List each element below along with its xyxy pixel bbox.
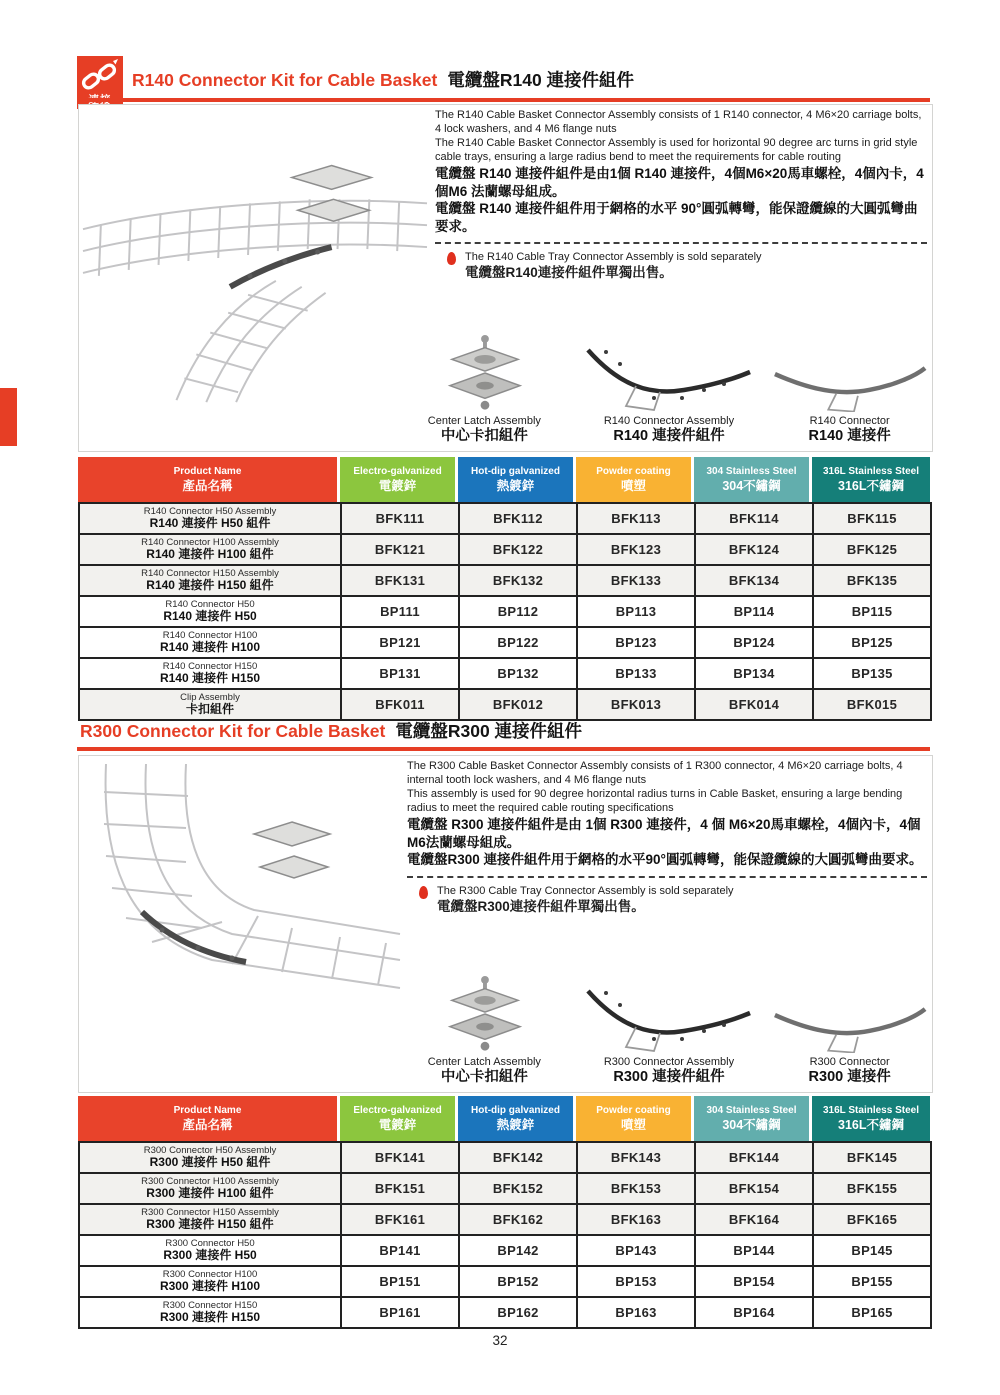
column-header — [576, 457, 694, 502]
product-code-cell: BP123 — [577, 627, 695, 658]
table-row — [79, 1142, 931, 1173]
product-name-cell — [79, 1204, 341, 1235]
figure-caption-en: Center Latch Assembly — [427, 415, 541, 427]
column-header-en: 316L Stainless Steel — [823, 466, 919, 477]
product-name-cell — [79, 1297, 341, 1328]
section-title-r300 — [80, 718, 582, 743]
note-en: The R300 Cable Tray Connector Assembly is sold separately — [437, 884, 734, 897]
section-title-r140 — [132, 67, 634, 92]
section-title-cn: 電纜盤R140 連接件組件 — [447, 70, 635, 90]
column-header — [340, 457, 458, 502]
figure-connector-assembly — [576, 981, 763, 1086]
table-row — [79, 1204, 931, 1235]
figure-caption-cn: 中心卡扣組件 — [440, 1069, 528, 1085]
red-bullet-icon — [419, 886, 428, 899]
product-code-cell: BP141 — [341, 1235, 459, 1266]
product-name-en: R140 Connector H50 — [165, 598, 255, 610]
chain-link-icon — [80, 59, 120, 95]
page-edge-tab — [0, 388, 17, 446]
connector-figure — [771, 346, 929, 412]
product-name-cn: R140 連接件 H150 組件 — [146, 578, 274, 592]
column-header-cn: 噴塑 — [620, 1118, 646, 1132]
product-code-cell: BFK113 — [577, 503, 695, 534]
product-name-cell — [79, 1266, 341, 1297]
product-code-cell: BP161 — [341, 1297, 459, 1328]
dashed-divider — [435, 242, 927, 244]
product-name-cn: R300 連接件 H50 — [163, 1248, 257, 1262]
product-code-cell: BFK144 — [695, 1142, 813, 1173]
product-code-cell: BFK121 — [341, 534, 459, 565]
column-header — [812, 457, 930, 502]
figure-caption-en: R300 Connector Assembly — [603, 1056, 735, 1068]
product-code-cell: BP162 — [459, 1297, 577, 1328]
table-row — [79, 1235, 931, 1266]
table-row — [79, 689, 931, 720]
column-header — [78, 457, 340, 502]
figure-caption-en: Center Latch Assembly — [427, 1056, 541, 1068]
title-rule — [77, 98, 930, 102]
product-name-en: R300 Connector H100 — [162, 1268, 258, 1280]
product-name-en: Clip Assembly — [180, 691, 240, 703]
r140-product-table — [78, 457, 930, 721]
product-name-cell — [79, 1142, 341, 1173]
table-header-row — [78, 1096, 930, 1141]
column-header — [78, 1096, 340, 1141]
column-header — [458, 457, 576, 502]
product-code-cell: BFK124 — [695, 534, 813, 565]
table-row — [79, 565, 931, 596]
r140-figures — [401, 333, 929, 445]
product-name-cell — [79, 689, 341, 720]
connector-assembly-figure — [583, 340, 755, 412]
desc-cn-paragraph: 電纜盤 R140 連接件組件是由1個 R140 連接件，4個M6×20馬車螺栓，4個內卡，4個M6 法蘭螺母組成。 — [435, 166, 924, 199]
table-header-row — [78, 457, 930, 502]
product-name-cn: R300 連接件 H150 — [159, 1310, 261, 1324]
center-latch-figure — [438, 334, 530, 412]
figure-caption-en: R300 Connector — [809, 1056, 890, 1068]
column-header — [694, 457, 812, 502]
product-code-cell: BFK162 — [459, 1204, 577, 1235]
column-header-en: Powder coating — [596, 466, 671, 477]
product-code-cell: BFK112 — [459, 503, 577, 534]
product-code-cell: BP115 — [813, 596, 931, 627]
product-code-cell: BFK123 — [577, 534, 695, 565]
sold-separately-note — [407, 884, 927, 915]
section-title-en: R300 Connector Kit for Cable Basket — [80, 721, 386, 741]
connector-assembly-figure — [583, 981, 755, 1053]
product-name-cn: R140 連接件 H150 — [159, 671, 261, 685]
product-code-cell: BP145 — [813, 1235, 931, 1266]
column-header-en: 316L Stainless Steel — [823, 1105, 919, 1116]
column-header-en: Electro-galvanized — [353, 1105, 442, 1116]
product-code-cell: BFK122 — [459, 534, 577, 565]
product-code-cell: BP152 — [459, 1266, 577, 1297]
product-name-en: R140 Connector H50 Assembly — [143, 505, 277, 517]
column-header-en: Product Name — [173, 1105, 242, 1116]
column-header-en: Hot-dip galvanized — [471, 466, 560, 477]
product-name-cell — [79, 503, 341, 534]
note-en: The R140 Cable Tray Connector Assembly is sold separately — [465, 251, 762, 263]
r300-content-box — [78, 755, 933, 1093]
product-code-cell: BFK131 — [341, 565, 459, 596]
r300-tray-bend-drawing — [81, 762, 403, 1046]
sold-separately-note — [435, 250, 927, 281]
product-code-cell: BFK143 — [577, 1142, 695, 1173]
r300-product-table — [78, 1096, 930, 1329]
product-code-cell: BP163 — [577, 1297, 695, 1328]
product-name-cell — [79, 596, 341, 627]
product-code-cell: BP153 — [577, 1266, 695, 1297]
product-code-cell: BP111 — [341, 596, 459, 627]
product-name-en: R300 Connector H150 Assembly — [141, 1206, 279, 1218]
product-name-en: R140 Connector H100 — [162, 629, 258, 641]
column-header — [576, 1096, 694, 1141]
product-name-cell — [79, 1173, 341, 1204]
column-header — [812, 1096, 930, 1141]
r140-description — [435, 109, 927, 281]
desc-en-paragraph: The R140 Cable Basket Connector Assembly consists of 1 R140 connector, 4 M6×20 carriage bolts, 4 lock washers, and 4 M6 flange nuts — [435, 109, 922, 135]
product-code-cell: BFK142 — [459, 1142, 577, 1173]
table-row — [79, 627, 931, 658]
desc-cn-paragraph: 電纜盤 R300 連接件組件是由 1個 R300 連接件，4 個 M6×20馬車螺栓，4個內卡，4個M6法蘭螺母組成。 — [407, 817, 921, 850]
product-code-cell: BFK014 — [695, 689, 813, 720]
figure-caption-cn: 中心卡扣組件 — [440, 428, 528, 444]
product-name-en: R300 Connector H50 Assembly — [143, 1144, 277, 1156]
desc-cn-paragraph: 電纜盤R300 連接件組件用于網格的水平90°圓弧轉彎，能保證纜線的大圓弧彎曲要求。 — [407, 852, 923, 867]
product-name-cn: R300 連接件 H100 — [159, 1279, 261, 1293]
dashed-divider — [407, 876, 927, 878]
product-name-cn: R300 連接件 H50 組件 — [149, 1155, 271, 1169]
table-row — [79, 1297, 931, 1328]
column-header-en: 304 Stainless Steel — [706, 466, 797, 477]
column-header-en: Powder coating — [596, 1105, 671, 1116]
desc-en-paragraph: This assembly is used for 90 degree horizontal radius turns in Cable Basket, ensuring a large bending radius to meet the required cable routing specifications — [407, 788, 903, 814]
product-code-cell: BFK152 — [459, 1173, 577, 1204]
table-row — [79, 1266, 931, 1297]
product-name-cn: R140 連接件 H100 — [159, 640, 261, 654]
product-code-cell: BP134 — [695, 658, 813, 689]
product-code-cell: BP122 — [459, 627, 577, 658]
red-bullet-icon — [447, 252, 456, 265]
table-body — [78, 502, 932, 721]
r300-figures — [401, 974, 929, 1086]
product-code-cell: BFK155 — [813, 1173, 931, 1204]
product-name-cn: R300 連接件 H100 組件 — [146, 1186, 274, 1200]
center-latch-figure — [438, 975, 530, 1053]
r140-tray-tee-drawing — [81, 111, 429, 403]
column-header — [458, 1096, 576, 1141]
table-row — [79, 534, 931, 565]
product-name-cn: R140 連接件 H50 組件 — [149, 516, 271, 530]
product-code-cell: BFK012 — [459, 689, 577, 720]
product-name-cell — [79, 534, 341, 565]
product-code-cell: BFK114 — [695, 503, 813, 534]
note-cn: 電纜盤R140連接件組件單獨出售。 — [465, 265, 673, 280]
column-header-cn: 304不鏽鋼 — [722, 479, 781, 493]
product-code-cell: BFK134 — [695, 565, 813, 596]
figure-caption-cn: R300 連接件 — [808, 1069, 891, 1085]
column-header-cn: 產品名稱 — [182, 479, 233, 493]
product-code-cell: BFK153 — [577, 1173, 695, 1204]
product-code-cell: BP125 — [813, 627, 931, 658]
product-code-cell: BFK145 — [813, 1142, 931, 1173]
product-name-en: R300 Connector H50 — [165, 1237, 255, 1249]
product-code-cell: BFK165 — [813, 1204, 931, 1235]
desc-en-paragraph: The R300 Cable Basket Connector Assembly consists of 1 R300 connector, 4 M6×20 carriage bolts, 4 internal tooth lock washers, and 4 M6 flange nuts — [407, 760, 903, 786]
r300-description — [407, 760, 927, 915]
product-code-cell: BP133 — [577, 658, 695, 689]
product-name-en: R300 Connector H100 Assembly — [141, 1175, 279, 1187]
product-code-cell: BP142 — [459, 1235, 577, 1266]
product-code-cell: BP114 — [695, 596, 813, 627]
column-header-cn: 316L不鏽鋼 — [838, 479, 904, 493]
figure-center-latch — [401, 975, 568, 1086]
column-header-cn: 噴塑 — [620, 479, 646, 493]
product-code-cell: BP155 — [813, 1266, 931, 1297]
product-name-en: R140 Connector H100 Assembly — [141, 536, 279, 548]
product-code-cell: BP135 — [813, 658, 931, 689]
figure-center-latch — [401, 334, 568, 445]
product-code-cell: BFK141 — [341, 1142, 459, 1173]
figure-caption-cn: R140 連接件組件 — [613, 428, 725, 444]
column-header-cn: 電鍍鋅 — [378, 1118, 417, 1132]
column-header-cn: 熱鍍鋅 — [496, 479, 535, 493]
figure-caption-en: R140 Connector — [809, 415, 890, 427]
column-header-en: 304 Stainless Steel — [706, 1105, 797, 1116]
product-name-cell — [79, 565, 341, 596]
column-header-en: Hot-dip galvanized — [471, 1105, 560, 1116]
product-code-cell: BFK133 — [577, 565, 695, 596]
product-code-cell: BFK135 — [813, 565, 931, 596]
product-code-cell: BP164 — [695, 1297, 813, 1328]
column-header-en: Electro-galvanized — [353, 466, 442, 477]
product-code-cell: BFK151 — [341, 1173, 459, 1204]
column-header-cn: 304不鏽鋼 — [722, 1118, 781, 1132]
section-title-en: R140 Connector Kit for Cable Basket — [132, 70, 438, 90]
figure-connector-assembly — [576, 340, 763, 445]
table-row — [79, 1173, 931, 1204]
table-row — [79, 596, 931, 627]
product-name-cell — [79, 658, 341, 689]
product-code-cell: BFK125 — [813, 534, 931, 565]
title-rule — [77, 747, 930, 751]
column-header-cn: 熱鍍鋅 — [496, 1118, 535, 1132]
note-cn: 電纜盤R300連接件組件單獨出售。 — [437, 898, 645, 914]
figure-caption-cn: R300 連接件組件 — [613, 1069, 725, 1085]
product-code-cell: BP131 — [341, 658, 459, 689]
figure-caption-cn: R140 連接件 — [808, 428, 891, 444]
product-code-cell: BFK132 — [459, 565, 577, 596]
desc-en-paragraph: The R140 Cable Basket Connector Assembly is used for horizontal 90 degree arc turns in grid style cable trays, ensuring a large radius bend to meet the requirements for cable routing — [435, 137, 918, 163]
product-code-cell: BFK163 — [577, 1204, 695, 1235]
connector-figure — [771, 987, 929, 1053]
section-title-cn: 電纜盤R300 連接件組件 — [395, 721, 583, 741]
table-row — [79, 658, 931, 689]
product-name-en: R300 Connector H150 — [162, 1299, 258, 1311]
page-number: 32 — [492, 1333, 508, 1348]
product-code-cell: BP154 — [695, 1266, 813, 1297]
table-body — [78, 1141, 932, 1329]
product-name-cn: 卡扣組件 — [185, 702, 234, 716]
r140-content-box — [78, 104, 933, 452]
product-code-cell: BFK154 — [695, 1173, 813, 1204]
product-code-cell: BFK013 — [577, 689, 695, 720]
product-name-cn: R300 連接件 H150 組件 — [146, 1217, 274, 1231]
desc-cn-paragraph: 電纜盤 R140 連接件組件用于網格的水平 90°圓弧轉彎，能保證纜線的大圓弧彎曲要求。 — [435, 201, 918, 234]
product-code-cell: BFK015 — [813, 689, 931, 720]
product-code-cell: BFK115 — [813, 503, 931, 534]
product-code-cell: BP121 — [341, 627, 459, 658]
column-header — [694, 1096, 812, 1141]
product-code-cell: BP165 — [813, 1297, 931, 1328]
product-name-en: R140 Connector H150 Assembly — [141, 567, 279, 579]
column-header-en: Product Name — [173, 466, 242, 477]
product-name-cn: R140 連接件 H100 組件 — [146, 547, 274, 561]
figure-connector — [770, 346, 929, 445]
product-code-cell: BP151 — [341, 1266, 459, 1297]
product-code-cell: BFK164 — [695, 1204, 813, 1235]
column-header — [340, 1096, 458, 1141]
table-row — [79, 503, 931, 534]
product-code-cell: BP143 — [577, 1235, 695, 1266]
product-code-cell: BP144 — [695, 1235, 813, 1266]
product-code-cell: BFK011 — [341, 689, 459, 720]
product-name-cell — [79, 1235, 341, 1266]
product-code-cell: BFK161 — [341, 1204, 459, 1235]
product-name-cell — [79, 627, 341, 658]
product-name-cn: R140 連接件 H50 — [163, 609, 257, 623]
figure-caption-en: R140 Connector Assembly — [603, 415, 735, 427]
column-header-cn: 316L不鏽鋼 — [838, 1118, 904, 1132]
product-code-cell: BP113 — [577, 596, 695, 627]
product-code-cell: BP124 — [695, 627, 813, 658]
product-code-cell: BFK111 — [341, 503, 459, 534]
product-name-en: R140 Connector H150 — [162, 660, 258, 672]
column-header-cn: 電鍍鋅 — [378, 479, 417, 493]
product-code-cell: BP132 — [459, 658, 577, 689]
column-header-cn: 產品名稱 — [182, 1118, 233, 1132]
product-code-cell: BP112 — [459, 596, 577, 627]
figure-connector — [770, 987, 929, 1086]
